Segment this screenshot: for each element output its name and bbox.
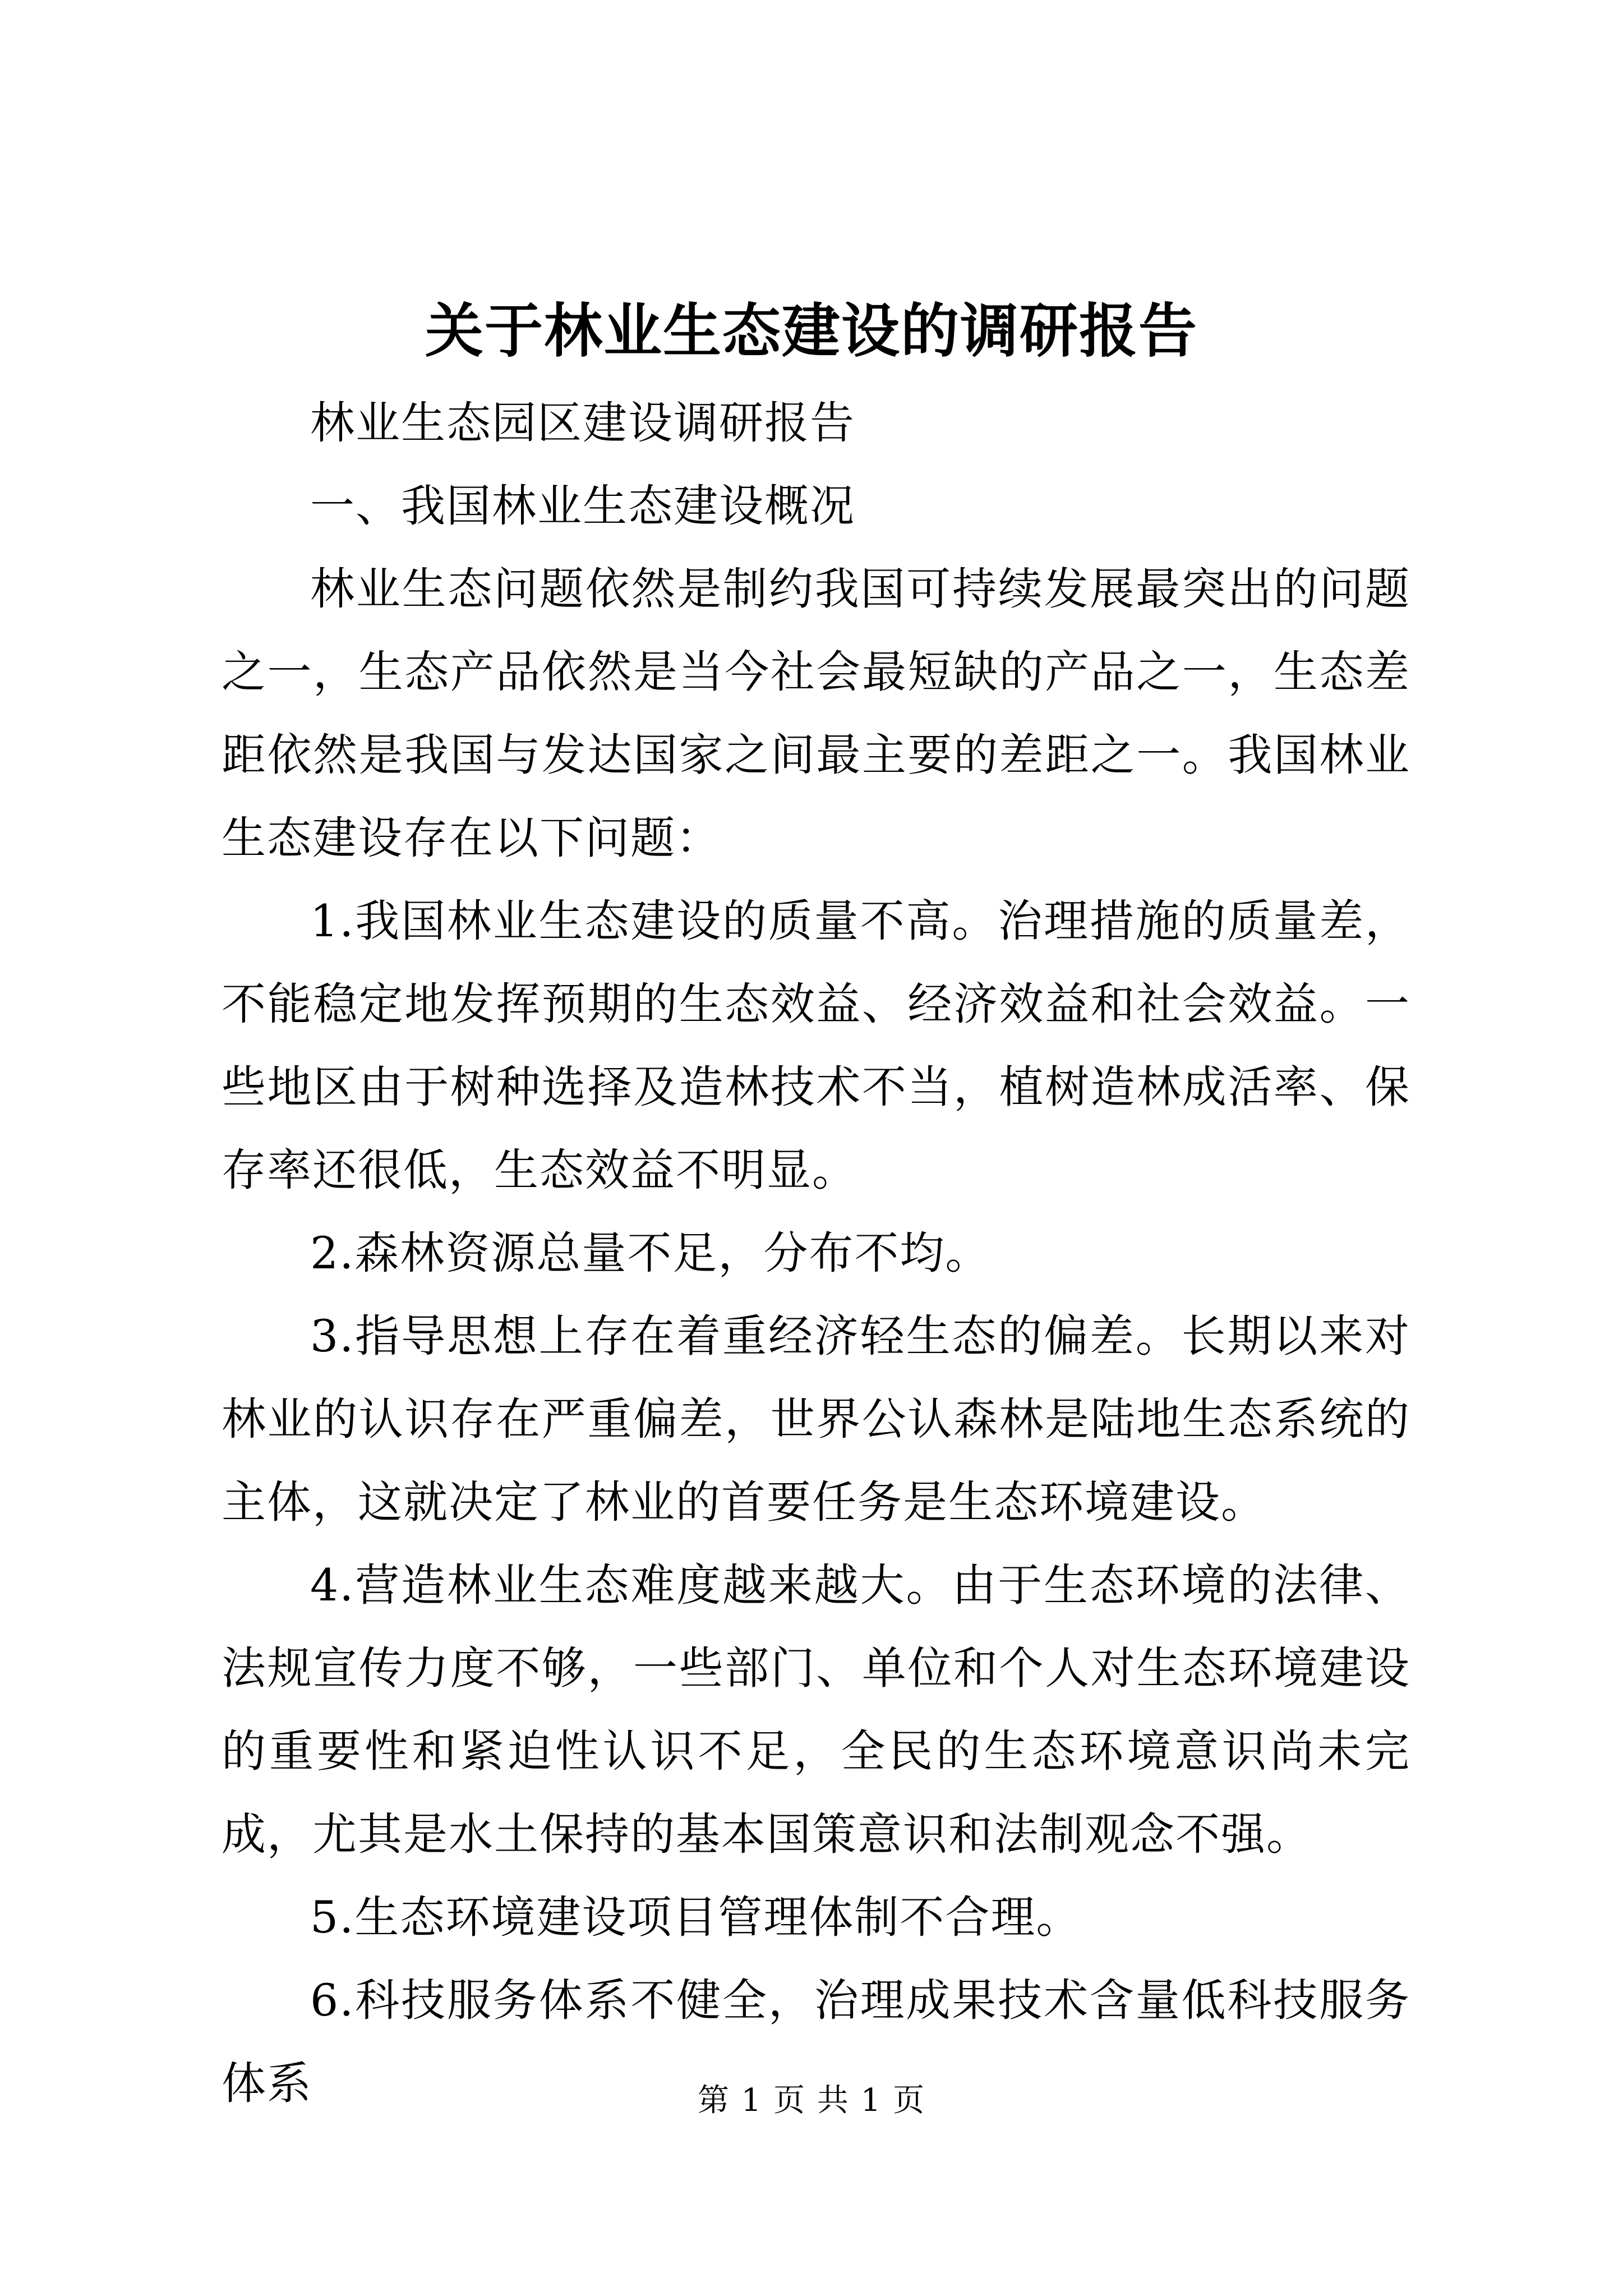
page-footer: 第 1 页 共 1 页 — [697, 2082, 926, 2119]
document-title: 关于林业生态建设的调研报告 — [425, 296, 1198, 365]
paragraph-subtitle: 林业生态园区建设调研报告 — [310, 397, 855, 449]
paragraph-item-5: 5.生态环境建设项目管理体制不合理。 — [310, 1892, 1082, 1943]
paragraph-item-2: 2.森林资源总量不足，分布不均。 — [310, 1227, 991, 1279]
document-body — [222, 381, 1410, 2125]
paragraph-item-3: 3.指导思想上存在着重经济轻生态的偏差。长期以来对林业的认识存在严重偏差，世界公认森林是陆地生态系统的主体，这就决定了林业的首要任务是生态环境建设。 — [222, 1310, 1410, 1528]
paragraph-item-1: 1.我国林业生态建设的质量不高。治理措施的质量差，不能稳定地发挥预期的生态效益、经济效益和社会效益。一些地区由于树种选择及造林技术不当，植树造林成活率、保存率还很低，生态效益不明显。 — [222, 895, 1410, 1196]
paragraph-item-6: 6.科技服务体系不健全，治理成果技术含量低科技服务体系 — [222, 1975, 1410, 2109]
paragraph-item-4: 4.营造林业生态难度越来越大。由于生态环境的法律、法规宣传力度不够，一些部门、单位和个人对生态环境建设的重要性和紧迫性认识不足，全民的生态环境意识尚未完成，尤其是水土保持的基本国策意识和法制观念不强。 — [222, 1559, 1410, 1860]
paragraph-section-heading: 一、我国林业生态建设概况 — [310, 480, 855, 532]
paragraph-overview: 林业生态问题依然是制约我国可持续发展最突出的问题之一，生态产品依然是当今社会最短缺的产品之一，生态差距依然是我国与发达国家之间最主要的差距之一。我国林业生态建设存在以下问题： — [222, 563, 1410, 864]
